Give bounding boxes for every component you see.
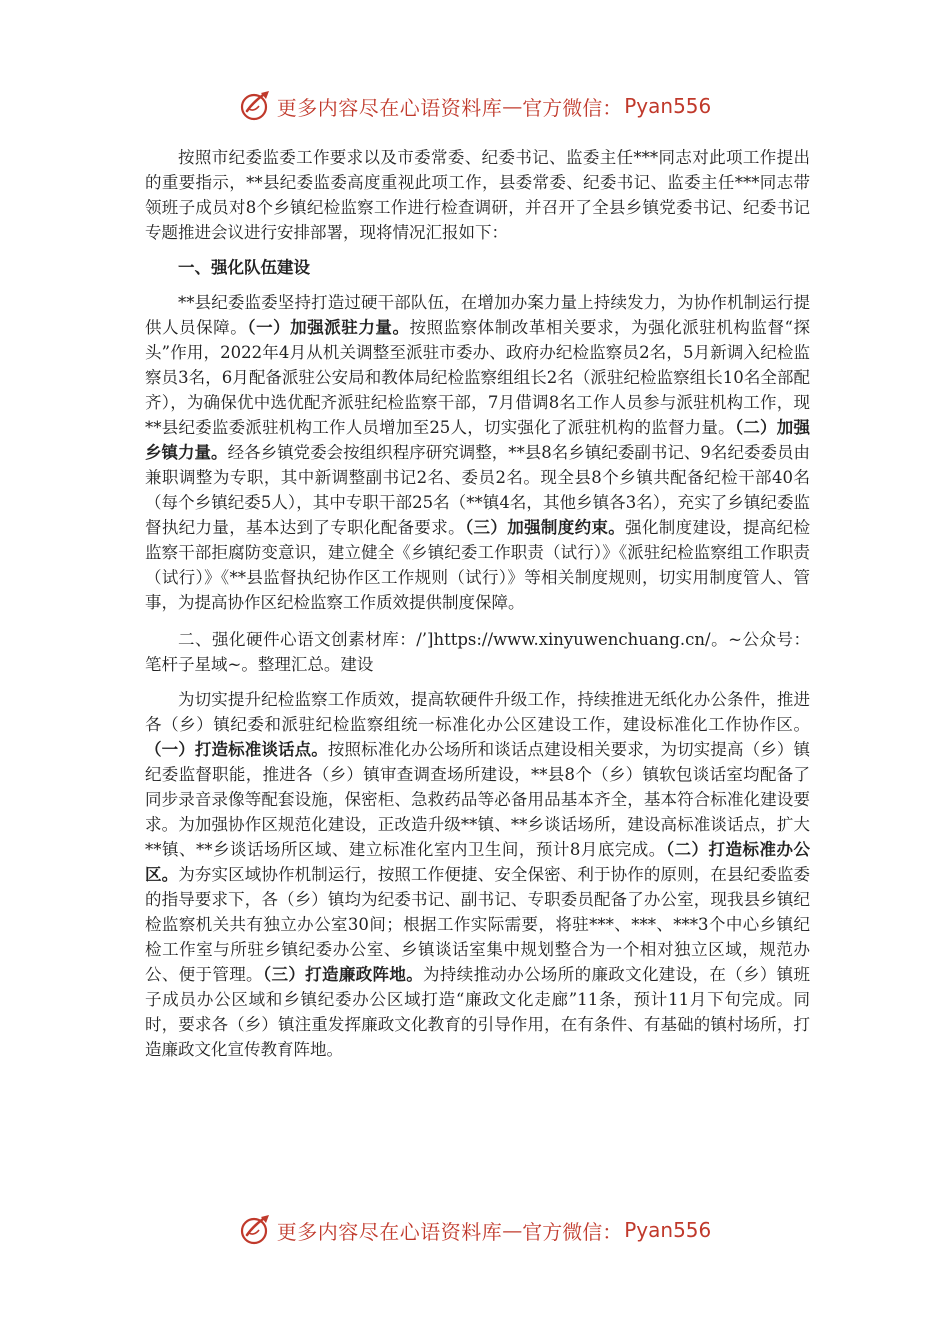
section-2-text-3: 为持续推动办公场所的廉政文化建设，在（乡）镇班子成员办公区域和乡镇纪委办公区域打造“廉政文化走廊”11条，预计11月下旬完成。同时，要求各（乡）镇注重发挥廉政文化教育的引导作用，在有条件、有基础的镇村场所，打造廉政文化宣传教育阵地。 bbox=[145, 965, 811, 1059]
section-1-text-3: 强化制度建设，提高纪检监察干部拒腐防变意识，建立健全《乡镇纪委工作职责（试行）》《派驻纪检监察组工作职责（试行）》《**县监督执纪协作区工作规则（试行）》等相关制度规则，切实用制度管人、管事，为提高协作区纪检监察工作质效提供制度保障。 bbox=[145, 518, 811, 612]
section-1-subheading-3: （三）加强制度约束。 bbox=[464, 518, 626, 537]
banner-separator: — bbox=[502, 94, 523, 118]
section-2-title: 二、强化硬件心语文创素材库：/’]https://www.xinyuwenchuang.cn/。~公众号：笔杆子星域~。整理汇总。建设 bbox=[145, 630, 810, 674]
banner-separator: — bbox=[502, 1218, 523, 1242]
banner-wechat-label: 官方微信： bbox=[522, 1219, 623, 1244]
pen-logo-icon bbox=[239, 1213, 273, 1247]
section-2-text-2: 为夯实区域协作机制运行，按照工作便捷、安全保密、利于协作的原则，在县纪委监委的指导要求下，各（乡）镇均为纪委书记、副书记、专职委员配备了办公室，现我县乡镇纪检监察机关共有独立办公室30间；根据工作实际需要，将驻***、***、***3个中心乡镇纪检工作室与所驻乡镇纪委办公室、乡镇谈话室集中规划整合为一个相对独立区域，规范办公、便于管理。 bbox=[145, 865, 811, 984]
banner-wechat-label: 官方微信： bbox=[522, 95, 623, 120]
section-1-title: 一、强化队伍建设 bbox=[178, 258, 310, 277]
section-2-subheading-2: （二）打造标准办公区。 bbox=[145, 840, 811, 884]
banner-wechat-id: Pyan556 bbox=[624, 1218, 712, 1242]
section-1-text-1: 按照监察体制改革相关要求，为强化派驻机构监督“探头”作用，2022年4月从机关调整至派驻市委办、政府办纪检监察员2名，5月新调入纪检监察员3名，6月配备派驻公安局和教体局纪检监察组组长2名（派驻纪检监察组长10名全部配齐），为确保优中选优配齐派驻纪检监察干部，7月借调8名工作人员参与派驻机构工作，现**县纪委监委派驻机构工作人员增加至25人，切实强化了派驻机构的监督力量。 bbox=[145, 318, 811, 437]
banner-text: 更多内容尽在心语资料库 bbox=[276, 1219, 503, 1244]
section-2-paragraph bbox=[145, 687, 810, 1062]
banner-wechat-id: Pyan556 bbox=[624, 94, 712, 118]
section-1-lead: **县纪委监委坚持打造过硬干部队伍，在增加办案力量上持续发力，为协作机制运行提供人员保障。 bbox=[145, 293, 810, 337]
section-2-subheading-3: （三）打造廉政阵地。 bbox=[262, 965, 424, 984]
banner-text: 更多内容尽在心语资料库 bbox=[276, 95, 503, 120]
pen-logo-icon bbox=[239, 89, 273, 123]
section-2-text-1: 按照标准化办公场所和谈话点建设相关要求，为切实提高（乡）镇纪委监督职能，推进各（乡）镇审查调查场所建设，**县8个（乡）镇软包谈话室均配备了同步录音录像等配套设施，保密柜、急救药品等必备用品基本齐全，基本符合标准化建设要求。为加强协作区规范化建设，正改造升级**镇、**乡谈话场所，建设高标准谈话点，扩大**镇、**乡谈话场所区域、建立标准化室内卫生间，预计8月底完成。 bbox=[145, 740, 811, 859]
section-1-subheading-2: （二）加强乡镇力量。 bbox=[145, 418, 811, 462]
section-1-text-2: 经各乡镇党委会按组织程序研究调整，**县8名乡镇纪委副书记、9名纪委委员由兼职调整为专职，其中新调整副书记2名、委员2名。现全县8个乡镇共配备纪检干部40名（每个乡镇纪委5人），其中专职干部25名（**镇4名，其他乡镇各3名），充实了乡镇纪委监督执纪力量，基本达到了专职化配备要求。 bbox=[145, 443, 810, 537]
header-watermark-banner bbox=[0, 86, 950, 126]
section-2-lead: 为切实提升纪检监察工作质效，提高软硬件升级工作，持续推进无纸化办公条件，推进各（乡）镇纪委和派驻纪检监察组统一标准化办公区建设工作，建设标准化工作协作区。 bbox=[145, 690, 810, 734]
section-2-subheading-1: （一）打造标准谈话点。 bbox=[145, 740, 328, 759]
section-1-subheading-1: （一）加强派驻力量。 bbox=[247, 318, 410, 337]
document-body bbox=[145, 145, 810, 1062]
intro-paragraph: 按照市纪委监委工作要求以及市委常委、纪委书记、监委主任***同志对此项工作提出的重要指示，**县纪委监委高度重视此项工作，县委常委、纪委书记、监委主任***同志带领班子成员对8个乡镇纪检监察工作进行检查调研，并召开了全县乡镇党委书记、纪委书记专题推进会议进行安排部署，现将情况汇报如下： bbox=[145, 148, 810, 242]
section-1-paragraph bbox=[145, 290, 810, 615]
footer-watermark-banner bbox=[0, 1210, 950, 1250]
